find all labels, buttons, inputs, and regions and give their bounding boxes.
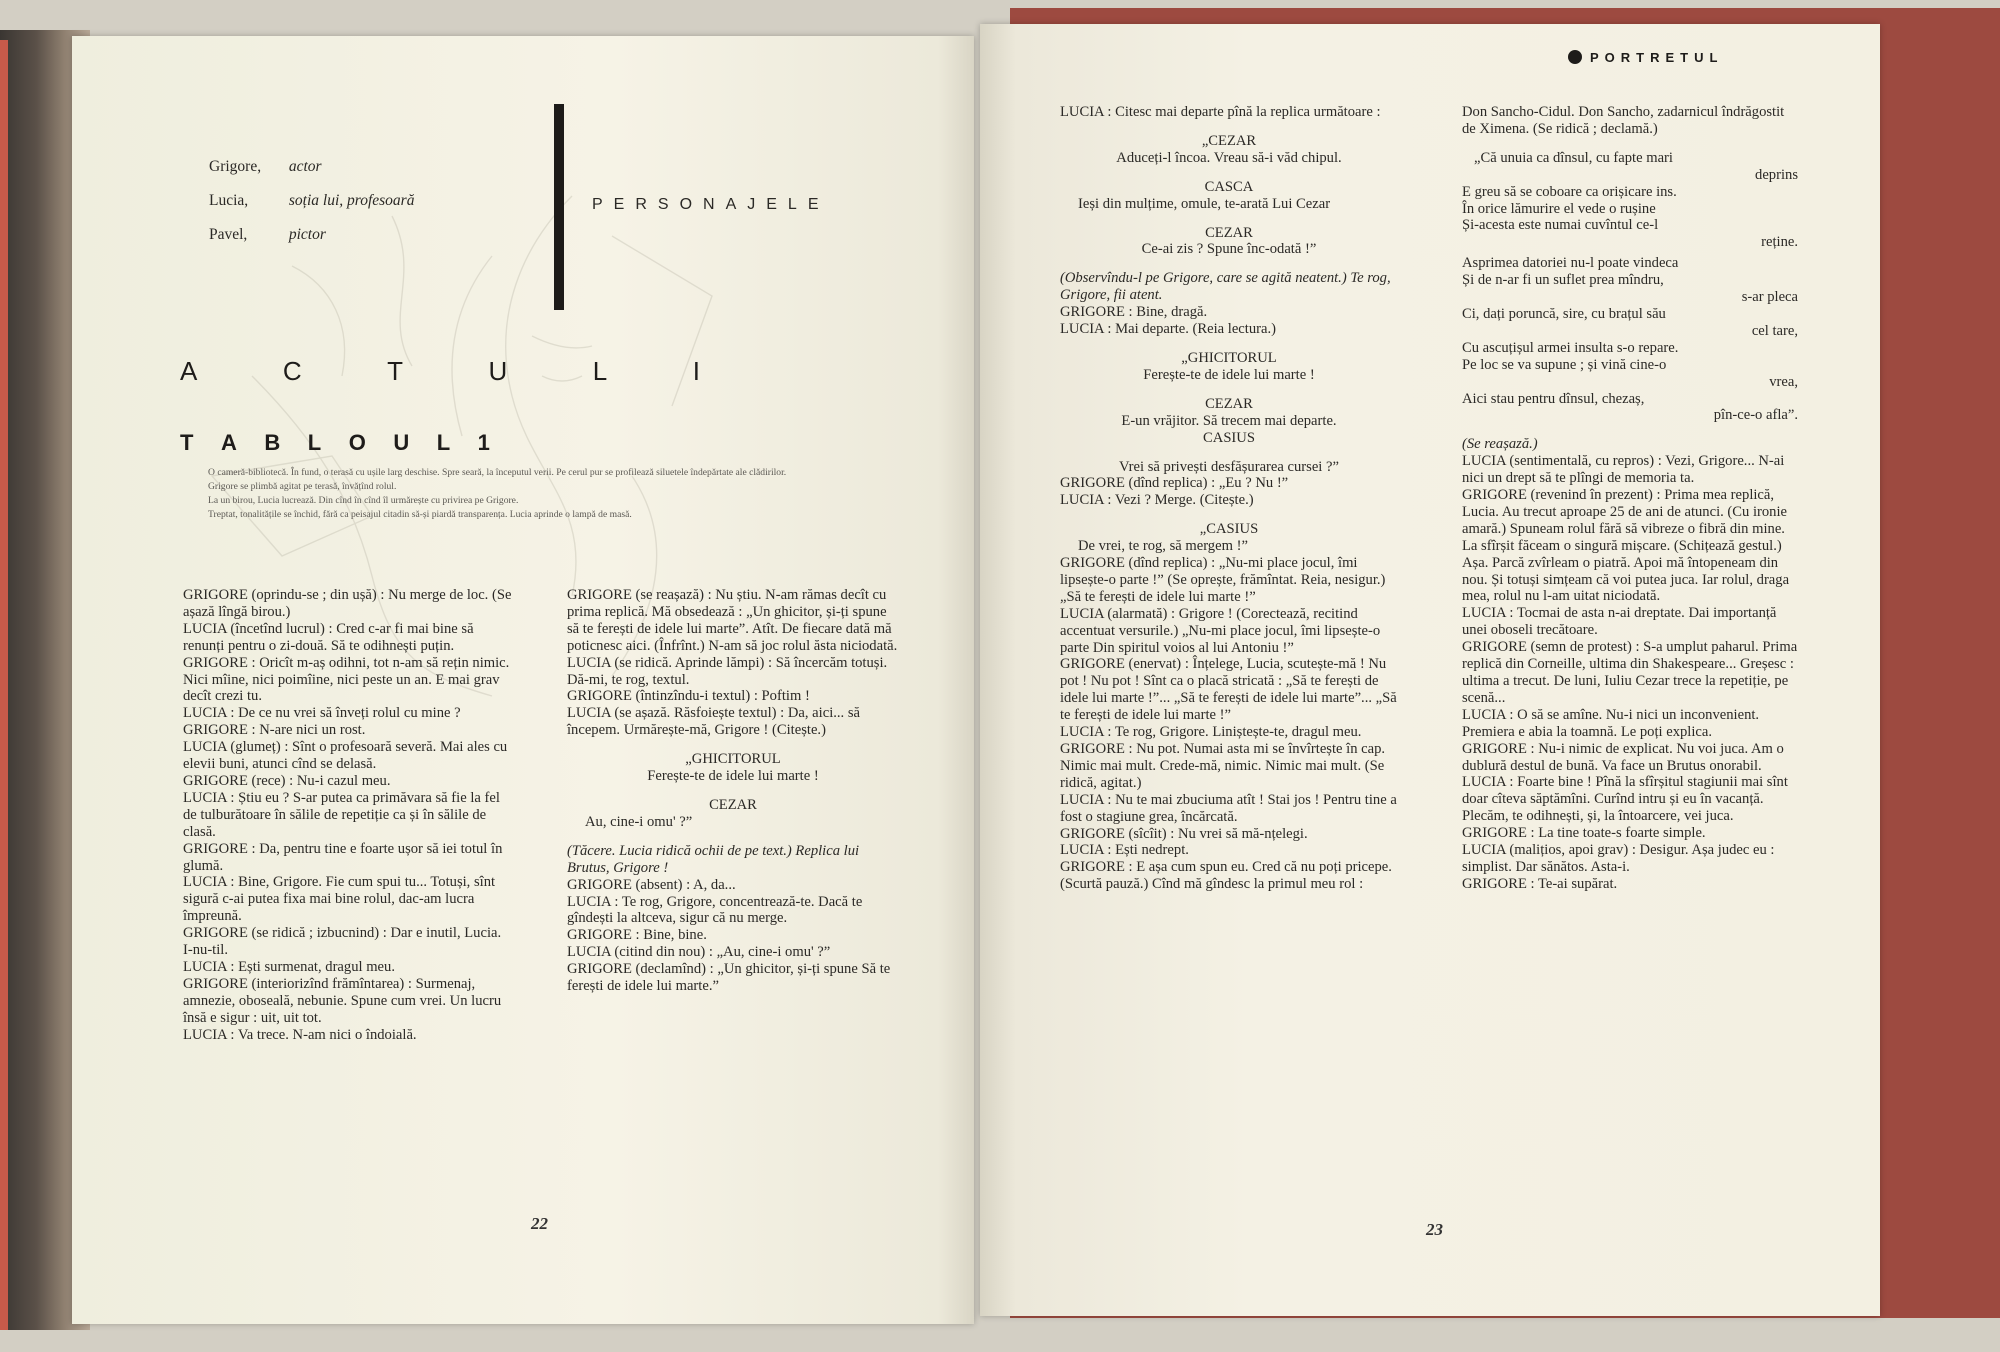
dialogue-line: LUCIA : De ce nu vrei să înveți rolul cu mine ?: [183, 705, 461, 722]
speaker-heading: CEZAR: [1205, 395, 1253, 412]
verse-line: Ce-ai zis ? Spune înc-odată !”: [1141, 241, 1317, 258]
cast-row: [209, 150, 569, 184]
dialogue-column-2: [567, 587, 899, 995]
speaker-heading: CASCA: [1204, 178, 1254, 195]
running-head: [1568, 50, 1723, 65]
scene-letter: 1: [477, 430, 490, 455]
dialogue-line: LUCIA : Va trece. N-am nici o îndoială.: [183, 1026, 417, 1043]
dialogue-line: LUCIA : Citesc mai departe pînă la replica următoare :: [1060, 104, 1381, 120]
dialogue-line: GRIGORE (dînd replica) : „Eu ? Nu !”: [1060, 475, 1289, 492]
dialogue-column-3: [1060, 104, 1398, 893]
verse-line: pîn-ce-o afla”.: [1713, 407, 1798, 424]
act-letter: L: [592, 356, 608, 386]
dialogue-line: LUCIA : Ești surmenat, dragul meu.: [183, 958, 395, 975]
speaker-heading: „GHICITORUL: [685, 751, 781, 768]
dialogue-line: LUCIA (se așază. Răsfoiește textul) : Da, aici... să începem. Urmărește-mă, Grigore ! (Citește.): [567, 705, 860, 739]
dialogue-line: GRIGORE (revenind în prezent) : Prima mea replică, Lucia. Au trecut aproape 25 de ani de atunci. (Cu ironie amară.) Spuneam rolul fără să vibreze o fibră din mine. La sfîrșit făceam o singură mișcare. (Schițează gestul.) Așa. Parcă zvîrleam o piatră. Apoi mă întopeneam din nou. Și totuși simțeam că voi putea juca. Iar rolul, draga mea, rolul nu l-am uitat niciodată.: [1462, 487, 1790, 605]
dialogue-line: GRIGORE : Nu pot. Numai asta mi se învîrtește în cap. Nimic mai mult. Crede-mă, nimic. Nimic mai mult. (Se ridică, agitat.): [1060, 741, 1386, 791]
dialogue-column-1: [183, 587, 513, 1043]
verse-line: E greu să se coboare ca orișicare ins.: [1462, 183, 1677, 200]
cast-role: soția lui, profesoară: [288, 192, 415, 209]
act-letter: C: [282, 356, 302, 386]
scene-letter: L: [436, 430, 451, 455]
dialogue-line: LUCIA (malițios, apoi grav) : Desigur. Așa judec eu : simplist. Dar sănătos. Asta-i.: [1462, 842, 1775, 875]
dialogue-line: LUCIA (sentimentală, cu repros) : Vezi, Grigore... N-ai nici un drept să te plîngi de memoria ta.: [1462, 453, 1785, 487]
stage-direction-paragraph: Treptat, tonalitățile se închid, fără ca peisajul citadin să-și piardă transparența. Lucia aprinde o lampă de masă.: [208, 508, 632, 520]
dialogue-line: LUCIA (încetînd lucrul) : Cred c-ar fi mai bine să renunți pentru o zi-două. Să te odihnești puțin.: [183, 620, 474, 654]
verse-line: Aduceți-l încoa. Vreau să-i văd chipul.: [1116, 149, 1342, 166]
scene-letter: U: [393, 430, 410, 455]
act-letter: U: [488, 356, 508, 386]
cast-name: Lucia,: [209, 192, 249, 209]
verse-line: E-un vrăjitor. Să trecem mai departe.: [1121, 412, 1337, 429]
act-heading: [180, 356, 700, 387]
dialogue-line: LUCIA : Te rog, Grigore. Liniștește-te, dragul meu.: [1060, 724, 1362, 741]
cast-heading: PERSONAJELE: [592, 196, 830, 213]
dialogue-line: LUCIA (se ridică. Aprinde lămpi) : Să încercăm totuși. Dă-mi, te rog, textul.: [567, 654, 888, 688]
verse-line: Au, cine-i omu' ?”: [585, 813, 693, 830]
speaker-heading: CEZAR: [709, 796, 757, 813]
verse-line: Ci, dați poruncă, sire, cu brațul său: [1462, 305, 1666, 322]
verse-line: cel tare,: [1751, 322, 1798, 339]
stage-direction-paragraph: Grigore se plimbă agitat pe terasă, învățînd rolul.: [208, 480, 397, 492]
dialogue-line: GRIGORE (întinzîndu-i textul) : Poftim !: [567, 688, 810, 705]
stage-direction-paragraph: La un birou, Lucia lucrează. Din cînd în cînd îl urmărește cu privirea pe Grigore.: [208, 494, 519, 506]
dialogue-line: (Tăcere. Lucia ridică ochii de pe text.) Replica lui Brutus, Grigore !: [567, 842, 860, 876]
dialogue-line: GRIGORE : La tine toate-s foarte simple.: [1462, 825, 1706, 842]
dialogue-line: GRIGORE : Nu-i nimic de explicat. Nu voi juca. Am o dublură destul de bună. Va face un Brutus onorabil.: [1462, 740, 1784, 774]
verse-line: Vrei să privești desfășurarea cursei ?”: [1119, 458, 1339, 475]
left-cover-strip: [0, 40, 8, 1330]
dialogue-line: GRIGORE (se reașază) : Nu știu. N-am rămas decît cu prima replică. Mă obsedează : „Un ghicitor, și-ți spune să te ferești de idele lui marte”. Atît. De fiecare dată mă poticnesc aici. (Înfrînt.) N-am să joc rolul ăsta niciodată.: [567, 587, 898, 654]
verse-line: s-ar pleca: [1741, 289, 1798, 306]
dialogue-line: GRIGORE : E așa cum spun eu. Cred că nu poți pricepe. (Scurtă pauză.) Cînd mă gîndesc la primul meu rol :: [1060, 859, 1392, 893]
dialogue-line: LUCIA : Nu te mai zbuciuma atît ! Stai jos ! Pentru tine a fost o stagiune grea, încărcată.: [1060, 791, 1397, 825]
cast-name: Grigore,: [209, 158, 262, 175]
scene-letter: A: [220, 430, 237, 455]
dialogue-line: GRIGORE : N-are nici un rost.: [183, 722, 366, 739]
page-number: 22: [531, 1214, 548, 1233]
dialogue-line: GRIGORE (oprindu-se ; din ușă) : Nu merge de loc. (Se așază lîngă birou.): [183, 587, 512, 620]
verse-line: Pe loc se va supune ; și vină cine-o: [1462, 356, 1667, 373]
speaker-heading: CASIUS: [1203, 429, 1255, 446]
scene-letter: L: [307, 430, 322, 455]
act-letter: I: [692, 356, 700, 386]
act-letter: A: [180, 356, 198, 386]
verse-line: „Că unuia ca dînsul, cu fapte mari: [1474, 149, 1673, 166]
speaker-heading: „CASIUS: [1199, 521, 1259, 538]
dialogue-line: LUCIA : Foarte bine ! Pînă la sfîrșitul stagiunii mai sînt doar cîteva săptămîni. Curînd intru și eu în vacanță. Plecăm, te odihnești, și, la întoarcere, vei juca.: [1462, 774, 1788, 825]
dialogue-line: GRIGORE (semn de protest) : S-a umplut paharul. Prima replică din Corneille, ultima din Shakespeare... Greșesc : ultima a trecut. De luni, Iuliu Cezar trece la repetiție, pe scenă...: [1462, 639, 1798, 706]
dialogue-line: GRIGORE (declamînd) : „Un ghicitor, și-ți spune Să te ferești de idele lui marte.”: [567, 961, 891, 995]
speaker-heading: CEZAR: [1205, 224, 1253, 241]
verse-line: Cu ascuțișul armei insulta s-o repare.: [1462, 339, 1679, 356]
act-letter: T: [387, 356, 404, 386]
verse-line: vrea,: [1769, 373, 1798, 390]
scene-letter: O: [348, 430, 366, 455]
dialogue-line: LUCIA : Vezi ? Merge. (Citește.): [1060, 492, 1254, 509]
dialogue-line: LUCIA : Mai departe. (Reia lectura.): [1060, 321, 1276, 338]
dialogue-line: LUCIA (glumeț) : Sînt o profesoară severă. Mai ales cu elevii buni, atunci cînd se delasă.: [183, 739, 508, 773]
cast-row: [209, 218, 569, 252]
verse-line: Asprimea datoriei nu-l poate vindeca: [1462, 255, 1679, 272]
dialogue-line: GRIGORE (se ridică ; izbucnind) : Dar e inutil, Lucia. I-nu-til.: [183, 925, 502, 959]
verse-line: În orice lămurire el vede o rușine: [1462, 200, 1656, 217]
cast-role: actor: [288, 158, 322, 175]
verse-line: Ferește-te de idele lui marte !: [1143, 366, 1315, 383]
dialogue-line: (Observîndu-l pe Grigore, care se agită neatent.) Te rog, Grigore, fii atent.: [1060, 270, 1391, 304]
dialogue-line: GRIGORE (interiorizînd frămîntarea) : Surmenaj, amnezie, oboseală, nebunie. Spune cum vrei. Un lucru însă e sigur : uit, uit tot.: [183, 975, 502, 1026]
verse-line: Ieși din mulțime, omule, te-arată Lui Cezar: [1078, 195, 1331, 212]
speaker-heading: „GHICITORUL: [1181, 349, 1277, 366]
dialogue-line: LUCIA : Tocmai de asta n-ai dreptate. Dai importanță unei oboseli trecătoare.: [1462, 605, 1777, 639]
dialogue-line: LUCIA : Bine, Grigore. Fie cum spui tu... Totuși, sînt sigură c-ai putea fixa mai bine rolul, dac-am lucra împreună.: [183, 874, 496, 925]
dialogue-line: GRIGORE (rece) : Nu-i cazul meu.: [183, 772, 391, 789]
dialogue-line: GRIGORE : Bine, bine.: [567, 927, 707, 944]
verse-line: Aici stau pentru dînsul, chezaș,: [1462, 390, 1645, 407]
dialogue-line: GRIGORE (dînd replica) : „Nu-mi place jocul, îmi lipsește-o parte !” (Se oprește, frămîntat. Reia, nesigur.) „Să te ferești de idele lui marte !”: [1060, 555, 1386, 605]
dialogue-line: Don Sancho-Cidul. Don Sancho, zadarnicul îndrăgostit de Ximena. (Se ridică ; declamă.): [1462, 104, 1785, 137]
scene-heading: [180, 430, 490, 456]
dialogue-line: LUCIA (citind din nou) : „Au, cine-i omu' ?”: [567, 944, 831, 961]
dialogue-line: GRIGORE : Oricît m-aș odihni, tot n-am să rețin nimic. Nici mîine, nici poimîine, nici peste un an. E mai grav decît crezi tu.: [183, 654, 510, 705]
vertical-rule: [554, 104, 564, 310]
dialogue-line: LUCIA : Te rog, Grigore, concentrează-te. Dacă te gîndești la altceva, sigur că nu merge.: [567, 893, 863, 927]
bullet-icon: [1568, 50, 1582, 64]
running-head-text: PORTRETUL: [1590, 50, 1724, 65]
dialogue-column-4: [1462, 104, 1798, 893]
dialogue-line: GRIGORE : Bine, dragă.: [1060, 304, 1208, 321]
stage-directions: [182, 466, 898, 522]
verse-line: Și de n-ar fi un suflet prea mîndru,: [1462, 272, 1664, 289]
dialogue-line: LUCIA : Ești nedrept.: [1060, 842, 1189, 859]
scene-letter: B: [264, 430, 281, 455]
verse-line: deprins: [1755, 166, 1798, 183]
dialogue-line: (Se reașază.): [1462, 436, 1538, 453]
verse-line: reține.: [1761, 234, 1798, 251]
dialogue-line: GRIGORE (absent) : A, da...: [567, 876, 736, 893]
dialogue-line: LUCIA : O să se amîne. Nu-i nici un inconvenient. Premiera e abia la toamnă. Le poți explica.: [1462, 706, 1760, 740]
dialogue-line: LUCIA (alarmată) : Grigore ! (Corectează, recitind accentuat versurile.) „Nu-mi place jocul, îmi lipsește-o parte Din spiritul voios al lui Antoniu !”: [1060, 605, 1381, 656]
cast-name: Pavel,: [209, 226, 248, 243]
verse-line: Și-acesta este numai cuvîntul ce-l: [1462, 217, 1659, 234]
dialogue-line: GRIGORE : Te-ai supărat.: [1462, 875, 1618, 892]
stage-direction-paragraph: O cameră-bibliotecă. În fund, o terasă cu ușile larg deschise. Spre seară, la începutul verii. Pe cerul pur se profilează siluetele îndepărtate ale clădirilor.: [208, 467, 787, 478]
speaker-heading: „CEZAR: [1201, 132, 1257, 149]
dialogue-line: GRIGORE (sîcîit) : Nu vrei să mă-nțelegi.: [1060, 825, 1308, 842]
cast-list: [209, 150, 569, 252]
cast-role: pictor: [288, 226, 326, 243]
dialogue-line: GRIGORE : Da, pentru tine e foarte ușor să iei totul în glumă.: [183, 840, 503, 874]
dialogue-line: LUCIA : Știu eu ? S-ar putea ca primăvara să fie la fel de tulburătoare în sălile de repetiție ca și în sălile de clasă.: [183, 789, 500, 840]
page-number: 23: [1426, 1220, 1443, 1239]
scene-letter: T: [180, 430, 194, 455]
verse-line: De vrei, te rog, să mergem !”: [1078, 538, 1248, 555]
dialogue-line: GRIGORE (enervat) : Înțelege, Lucia, scutește-mă ! Nu pot ! Nu pot ! Sînt ca o placă stricată : „Să te ferești de idele lui marte !”... „Să te ferești de idele lui marte”... „Să te ferești de idele lui marte !”: [1060, 656, 1397, 724]
verse-line: Ferește-te de idele lui marte !: [647, 768, 819, 785]
cast-row: [209, 184, 569, 218]
